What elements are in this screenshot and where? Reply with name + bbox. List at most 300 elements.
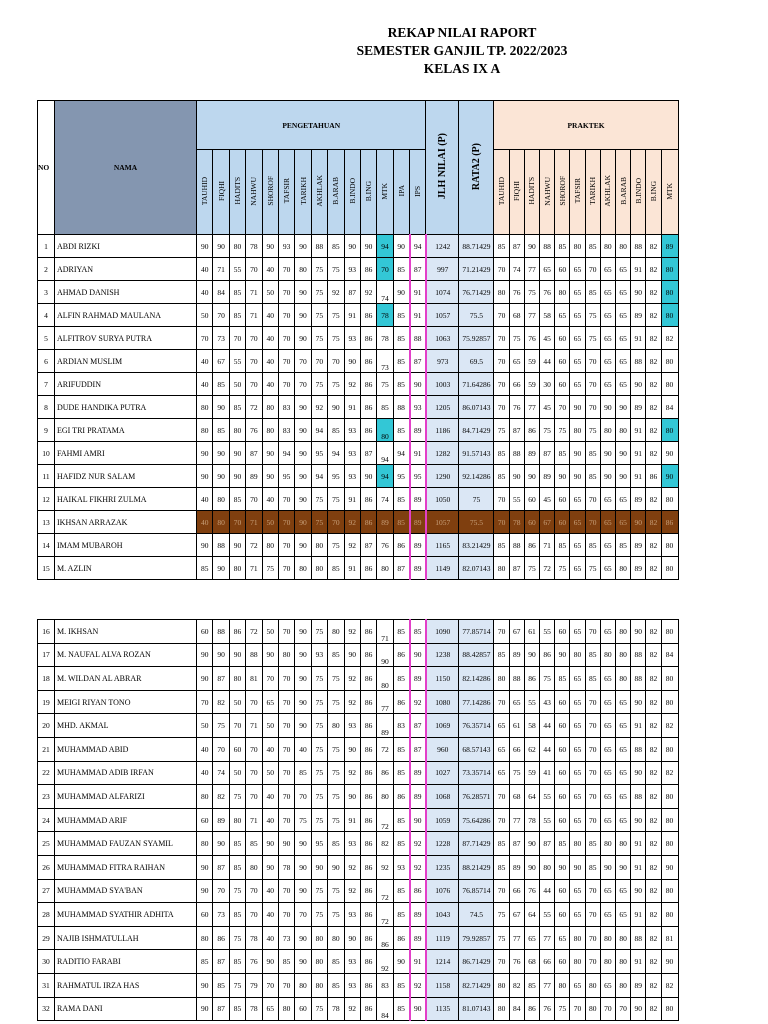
score-pengetahuan: 85	[328, 557, 344, 580]
row-number: 20	[38, 714, 55, 738]
score-praktek: 88	[631, 643, 646, 667]
score-praktek: 65	[600, 327, 615, 350]
score-praktek: 90	[631, 690, 646, 714]
score-praktek: 80	[661, 350, 678, 373]
score-pengetahuan: 85	[295, 761, 311, 785]
score-praktek: 60	[524, 511, 539, 534]
score-praktek: 76	[540, 997, 555, 1021]
score-pengetahuan: 75	[311, 808, 327, 832]
score-praktek: 70	[585, 808, 600, 832]
score-pengetahuan: 86	[360, 667, 376, 691]
score-praktek: 75	[509, 761, 524, 785]
score-pengetahuan: 80	[197, 832, 213, 856]
subject-label: SHOROF	[265, 176, 275, 206]
score-pengetahuan: 70	[278, 667, 294, 691]
score-pengetahuan: 90	[311, 855, 327, 879]
score-pengetahuan: 80	[213, 511, 229, 534]
score-praktek: 70	[494, 511, 509, 534]
row-number: 5	[38, 327, 55, 350]
score-praktek: 59	[524, 350, 539, 373]
score-praktek: 65	[570, 620, 585, 644]
score-praktek: 90	[631, 511, 646, 534]
score-praktek: 70	[585, 373, 600, 396]
score-praktek: 88	[509, 667, 524, 691]
score-praktek: 80	[661, 419, 678, 442]
score-praktek: 85	[585, 235, 600, 258]
score-pengetahuan: 85	[229, 281, 245, 304]
score-pengetahuan: 70	[295, 903, 311, 927]
score-pengetahuan: 75	[311, 304, 327, 327]
score-pengetahuan: 78	[377, 304, 393, 327]
score-praktek: 58	[540, 304, 555, 327]
score-pengetahuan: 86	[360, 785, 376, 809]
score-praktek: 80	[570, 643, 585, 667]
row-number: 15	[38, 557, 55, 580]
score-praktek: 77	[509, 926, 524, 950]
score-praktek: 65	[600, 973, 615, 997]
report-semester: SEMESTER GANJIL TP. 2022/2023	[356, 43, 568, 58]
score-pengetahuan: 75	[328, 785, 344, 809]
subject-label: B.ING	[364, 180, 374, 202]
score-praktek: 80	[661, 373, 678, 396]
score-praktek: 89	[540, 465, 555, 488]
score-pengetahuan: 91	[344, 304, 360, 327]
score-praktek: 90	[555, 855, 570, 879]
score-pengetahuan: 85	[393, 258, 409, 281]
score-pengetahuan: 88	[311, 235, 327, 258]
subject-header-p	[311, 150, 327, 235]
subject-header-p	[246, 150, 262, 235]
score-pengetahuan: 90	[295, 488, 311, 511]
subject-header-p	[295, 150, 311, 235]
score-praktek: 70	[585, 737, 600, 761]
student-name: AHMAD DANISH	[55, 281, 197, 304]
score-praktek: 90	[631, 808, 646, 832]
score-pengetahuan: 87	[360, 534, 376, 557]
score-praktek: 91	[631, 327, 646, 350]
score-praktek: 76	[509, 396, 524, 419]
score-pengetahuan: 40	[197, 373, 213, 396]
score-pengetahuan: 90	[197, 855, 213, 879]
score-praktek: 65	[600, 620, 615, 644]
score-pengetahuan: 72	[377, 879, 393, 903]
col-header-no: NO	[38, 101, 55, 235]
score-pengetahuan: 85	[213, 973, 229, 997]
score-praktek: 65	[570, 690, 585, 714]
score-pengetahuan: 70	[295, 350, 311, 373]
student-name: M. NAUFAL ALVA ROZAN	[55, 643, 197, 667]
subject-header-p	[229, 150, 245, 235]
score-pengetahuan: 93	[344, 903, 360, 927]
score-praktek: 65	[570, 327, 585, 350]
score-pengetahuan: 89	[410, 926, 426, 950]
header-row	[38, 101, 679, 150]
report-title: REKAP NILAI RAPORT	[387, 25, 537, 40]
score-praktek: 90	[631, 761, 646, 785]
score-pengetahuan: 85	[393, 304, 409, 327]
score-pengetahuan: 75	[229, 879, 245, 903]
score-pengetahuan: 90	[197, 997, 213, 1021]
score-praktek: 61	[509, 714, 524, 738]
score-pengetahuan: 70	[278, 534, 294, 557]
score-pengetahuan: 86	[393, 534, 409, 557]
score-pengetahuan: 75	[311, 997, 327, 1021]
total-score: 1186	[426, 419, 459, 442]
score-pengetahuan: 90	[197, 879, 213, 903]
total-score: 1027	[426, 761, 459, 785]
score-praktek: 90	[600, 855, 615, 879]
score-praktek: 80	[570, 419, 585, 442]
score-praktek: 76	[509, 281, 524, 304]
score-praktek: 75	[494, 903, 509, 927]
table-row	[38, 832, 679, 856]
score-pengetahuan: 90	[213, 557, 229, 580]
score-pengetahuan: 94	[410, 235, 426, 258]
score-pengetahuan: 75	[311, 620, 327, 644]
score-pengetahuan: 83	[278, 396, 294, 419]
score-praktek: 86	[524, 667, 539, 691]
score-praktek: 72	[540, 557, 555, 580]
score-pengetahuan: 80	[377, 419, 393, 442]
score-praktek: 82	[661, 714, 678, 738]
subject-label: HADITS	[232, 177, 242, 205]
score-praktek: 44	[540, 350, 555, 373]
table-row	[38, 258, 679, 281]
score-praktek: 70	[585, 350, 600, 373]
average-score: 82.07143	[459, 557, 494, 580]
score-pengetahuan: 40	[197, 258, 213, 281]
score-pengetahuan: 88	[410, 327, 426, 350]
score-pengetahuan: 70	[213, 879, 229, 903]
table-row	[38, 879, 679, 903]
row-number: 16	[38, 620, 55, 644]
score-pengetahuan: 92	[344, 855, 360, 879]
score-praktek: 65	[600, 667, 615, 691]
score-pengetahuan: 75	[311, 667, 327, 691]
score-praktek: 84	[661, 643, 678, 667]
average-score: 71.64286	[459, 373, 494, 396]
score-pengetahuan: 90	[295, 714, 311, 738]
score-praktek: 91	[631, 419, 646, 442]
score-pengetahuan: 70	[246, 488, 262, 511]
score-pengetahuan: 70	[377, 258, 393, 281]
score-pengetahuan: 71	[246, 714, 262, 738]
score-pengetahuan: 90	[213, 235, 229, 258]
subject-header-p	[197, 150, 213, 235]
score-praktek: 82	[646, 235, 661, 258]
score-praktek: 80	[494, 557, 509, 580]
score-pengetahuan: 86	[360, 488, 376, 511]
average-score: 82.71429	[459, 973, 494, 997]
score-pengetahuan: 86	[229, 620, 245, 644]
score-pengetahuan: 93	[344, 465, 360, 488]
score-praktek: 65	[555, 926, 570, 950]
score-praktek: 65	[600, 903, 615, 927]
score-pengetahuan: 86	[360, 997, 376, 1021]
score-pengetahuan: 87	[246, 442, 262, 465]
score-praktek: 80	[494, 281, 509, 304]
score-pengetahuan: 70	[278, 690, 294, 714]
subject-label: NAHWU	[249, 176, 259, 206]
score-pengetahuan: 80	[295, 258, 311, 281]
score-pengetahuan: 70	[328, 350, 344, 373]
table-row	[38, 511, 679, 534]
score-pengetahuan: 90	[213, 396, 229, 419]
score-praktek: 65	[615, 373, 630, 396]
score-praktek: 85	[494, 855, 509, 879]
student-name: M. AZLIN	[55, 557, 197, 580]
total-score: 1135	[426, 997, 459, 1021]
score-pengetahuan: 85	[229, 304, 245, 327]
score-pengetahuan: 90	[262, 442, 278, 465]
score-pengetahuan: 90	[295, 950, 311, 974]
student-name: MHD. AKMAL	[55, 714, 197, 738]
score-pengetahuan: 85	[197, 557, 213, 580]
score-praktek: 65	[570, 258, 585, 281]
score-praktek: 87	[509, 832, 524, 856]
student-name: RAMA DANI	[55, 997, 197, 1021]
score-praktek: 82	[646, 281, 661, 304]
subject-label: AKHLAK	[314, 175, 324, 207]
score-pengetahuan: 80	[229, 419, 245, 442]
score-praktek: 70	[585, 785, 600, 809]
score-praktek: 86	[661, 511, 678, 534]
score-praktek: 75	[555, 419, 570, 442]
score-praktek: 80	[661, 832, 678, 856]
score-pengetahuan: 90	[410, 808, 426, 832]
score-pengetahuan: 90	[393, 235, 409, 258]
score-pengetahuan: 80	[311, 926, 327, 950]
student-name: MUHAMMAD ALFARIZI	[55, 785, 197, 809]
score-pengetahuan: 70	[278, 258, 294, 281]
score-pengetahuan: 92	[344, 511, 360, 534]
score-praktek: 89	[631, 304, 646, 327]
score-praktek: 80	[661, 557, 678, 580]
score-pengetahuan: 87	[360, 442, 376, 465]
score-pengetahuan: 50	[262, 714, 278, 738]
score-pengetahuan: 92	[410, 690, 426, 714]
score-pengetahuan: 89	[410, 511, 426, 534]
score-praktek: 82	[646, 737, 661, 761]
subject-header-p	[262, 150, 278, 235]
score-praktek: 65	[570, 350, 585, 373]
score-pengetahuan: 85	[197, 950, 213, 974]
score-praktek: 80	[615, 235, 630, 258]
score-praktek: 70	[494, 620, 509, 644]
score-praktek: 82	[646, 304, 661, 327]
score-praktek: 65	[509, 350, 524, 373]
subject-header-p	[213, 150, 229, 235]
score-pengetahuan: 90	[410, 997, 426, 1021]
score-pengetahuan: 75	[311, 690, 327, 714]
score-pengetahuan: 90	[295, 667, 311, 691]
subject-header-k	[615, 150, 630, 235]
score-pengetahuan: 93	[344, 973, 360, 997]
score-praktek: 80	[661, 620, 678, 644]
score-pengetahuan: 87	[213, 667, 229, 691]
score-pengetahuan: 80	[262, 534, 278, 557]
score-pengetahuan: 86	[360, 373, 376, 396]
score-pengetahuan: 80	[377, 557, 393, 580]
col-header-rata	[459, 101, 494, 235]
score-praktek: 65	[615, 690, 630, 714]
score-praktek: 82	[646, 557, 661, 580]
score-pengetahuan: 85	[393, 667, 409, 691]
score-pengetahuan: 40	[262, 327, 278, 350]
row-number: 21	[38, 737, 55, 761]
score-pengetahuan: 85	[393, 511, 409, 534]
score-pengetahuan: 40	[262, 926, 278, 950]
score-pengetahuan: 90	[262, 465, 278, 488]
score-pengetahuan: 75	[311, 903, 327, 927]
score-praktek: 86	[540, 643, 555, 667]
score-praktek: 89	[631, 557, 646, 580]
score-pengetahuan: 87	[393, 557, 409, 580]
score-pengetahuan: 75	[311, 258, 327, 281]
score-pengetahuan: 50	[262, 281, 278, 304]
subject-header-p	[278, 150, 294, 235]
score-praktek: 80	[570, 926, 585, 950]
score-pengetahuan: 75	[311, 879, 327, 903]
score-pengetahuan: 93	[410, 396, 426, 419]
score-praktek: 70	[494, 785, 509, 809]
score-praktek: 65	[600, 373, 615, 396]
score-pengetahuan: 91	[344, 557, 360, 580]
table-row	[38, 643, 679, 667]
score-praktek: 70	[494, 258, 509, 281]
score-pengetahuan: 86	[360, 950, 376, 974]
score-pengetahuan: 92	[410, 832, 426, 856]
subject-label: B.INDO	[347, 178, 357, 204]
average-score: 76.28571	[459, 785, 494, 809]
score-praktek: 70	[585, 714, 600, 738]
score-pengetahuan: 85	[229, 903, 245, 927]
score-praktek: 85	[494, 465, 509, 488]
score-praktek: 65	[615, 903, 630, 927]
score-pengetahuan: 70	[197, 690, 213, 714]
col-header-rata-label: RATA2 (P)	[470, 142, 482, 191]
score-praktek: 90	[509, 465, 524, 488]
score-pengetahuan: 55	[229, 258, 245, 281]
score-pengetahuan: 95	[328, 465, 344, 488]
score-pengetahuan: 80	[377, 667, 393, 691]
table-row	[38, 950, 679, 974]
score-pengetahuan: 40	[262, 903, 278, 927]
score-pengetahuan: 75	[328, 737, 344, 761]
score-praktek: 45	[540, 396, 555, 419]
score-pengetahuan: 90	[344, 785, 360, 809]
score-praktek: 65	[615, 488, 630, 511]
score-pengetahuan: 92	[311, 396, 327, 419]
score-praktek: 60	[555, 903, 570, 927]
average-score: 84.71429	[459, 419, 494, 442]
score-pengetahuan: 78	[246, 997, 262, 1021]
score-pengetahuan: 90	[295, 832, 311, 856]
score-praktek: 80	[600, 950, 615, 974]
score-praktek: 82	[646, 973, 661, 997]
subject-header-k	[631, 150, 646, 235]
score-praktek: 90	[661, 950, 678, 974]
score-pengetahuan: 70	[262, 973, 278, 997]
score-praktek: 85	[494, 643, 509, 667]
score-praktek: 82	[646, 488, 661, 511]
score-praktek: 85	[585, 281, 600, 304]
score-pengetahuan: 40	[197, 281, 213, 304]
average-score: 88.71429	[459, 235, 494, 258]
score-praktek: 90	[600, 442, 615, 465]
score-pengetahuan: 90	[295, 327, 311, 350]
score-pengetahuan: 92	[344, 879, 360, 903]
score-praktek: 70	[585, 950, 600, 974]
score-praktek: 85	[494, 832, 509, 856]
score-praktek: 82	[646, 879, 661, 903]
subject-label: AKHLAK	[603, 175, 613, 207]
score-pengetahuan: 93	[344, 950, 360, 974]
score-praktek: 90	[524, 855, 539, 879]
score-pengetahuan: 80	[295, 557, 311, 580]
score-praktek: 65	[570, 281, 585, 304]
score-praktek: 91	[631, 950, 646, 974]
average-score: 76.71429	[459, 281, 494, 304]
score-praktek: 82	[646, 690, 661, 714]
score-praktek: 60	[555, 785, 570, 809]
score-pengetahuan: 89	[377, 511, 393, 534]
score-praktek: 65	[600, 879, 615, 903]
score-pengetahuan: 70	[246, 690, 262, 714]
score-pengetahuan: 70	[278, 327, 294, 350]
score-praktek: 80	[615, 643, 630, 667]
score-pengetahuan: 70	[278, 557, 294, 580]
score-praktek: 88	[631, 785, 646, 809]
score-pengetahuan: 40	[262, 808, 278, 832]
score-praktek: 90	[555, 643, 570, 667]
score-praktek: 88	[540, 235, 555, 258]
score-praktek: 82	[646, 761, 661, 785]
score-pengetahuan: 70	[328, 511, 344, 534]
score-praktek: 80	[661, 808, 678, 832]
table-row	[38, 620, 679, 644]
score-pengetahuan: 90	[360, 465, 376, 488]
score-praktek: 70	[494, 950, 509, 974]
subject-label: TARIKH	[588, 177, 598, 205]
score-pengetahuan: 75	[311, 737, 327, 761]
subject-label: TAUHID	[200, 176, 210, 206]
student-name: NAJIB ISHMATULLAH	[55, 926, 197, 950]
score-pengetahuan: 90	[295, 419, 311, 442]
score-pengetahuan: 89	[410, 903, 426, 927]
score-praktek: 90	[615, 855, 630, 879]
student-name: ARDIAN MUSLIM	[55, 350, 197, 373]
score-pengetahuan: 72	[377, 737, 393, 761]
score-praktek: 55	[540, 620, 555, 644]
score-pengetahuan: 40	[262, 785, 278, 809]
score-praktek: 85	[615, 534, 630, 557]
subject-label: B.ARAB	[618, 177, 628, 205]
score-praktek: 65	[615, 281, 630, 304]
row-number: 23	[38, 785, 55, 809]
score-pengetahuan: 90	[262, 855, 278, 879]
score-pengetahuan: 78	[246, 926, 262, 950]
score-pengetahuan: 55	[229, 350, 245, 373]
average-score: 92.14286	[459, 465, 494, 488]
score-pengetahuan: 85	[213, 373, 229, 396]
score-praktek: 65	[600, 258, 615, 281]
score-praktek: 82	[646, 714, 661, 738]
score-praktek: 80	[661, 879, 678, 903]
table-row	[38, 690, 679, 714]
row-number: 28	[38, 903, 55, 927]
score-pengetahuan: 40	[262, 373, 278, 396]
